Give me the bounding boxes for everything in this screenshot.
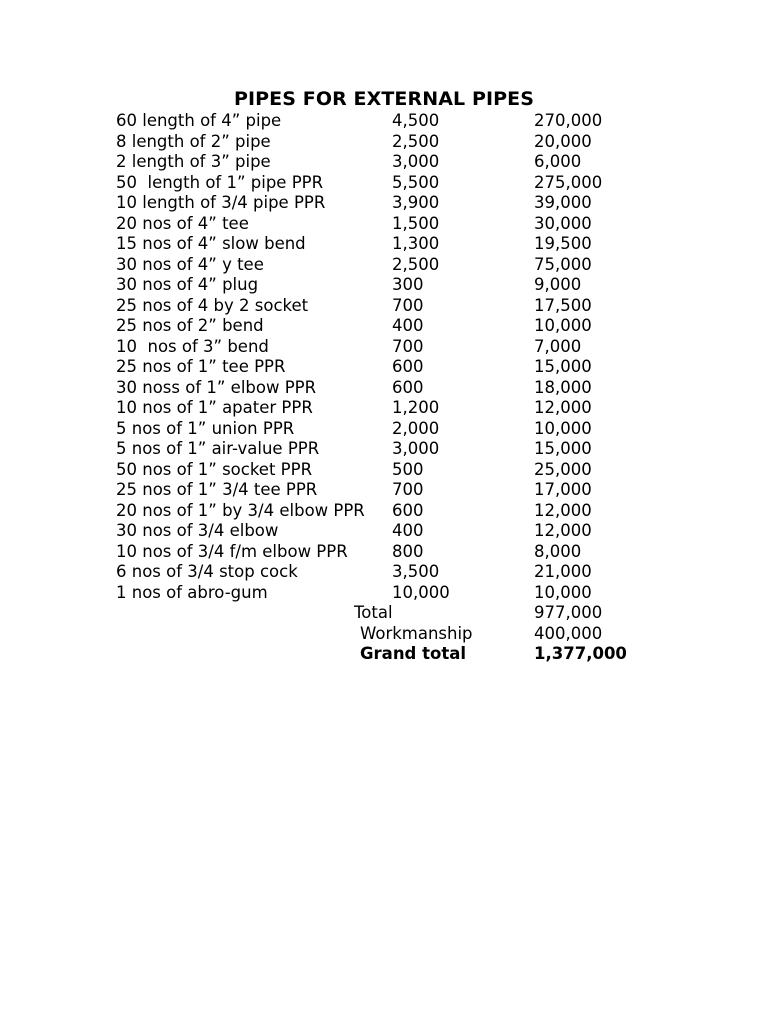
workmanship-row bbox=[0, 624, 768, 645]
item-row bbox=[0, 132, 768, 153]
item-row bbox=[0, 214, 768, 235]
item-description: 5 nos of 1” air-value PPR bbox=[116, 439, 320, 458]
item-row bbox=[0, 521, 768, 542]
item-description: 15 nos of 4” slow bend bbox=[116, 234, 306, 253]
item-rate: 600 bbox=[392, 377, 424, 397]
item-amount: 39,000 bbox=[534, 193, 592, 212]
item-rate: 4,500 bbox=[392, 111, 440, 130]
document-title: PIPES FOR EXTERNAL PIPES bbox=[233, 88, 535, 110]
item-description: 30 nos of 3/4 elbow bbox=[116, 521, 279, 540]
item-description: 10 length of 3/4 pipe PPR bbox=[116, 193, 326, 212]
item-amount: 7,000 bbox=[534, 336, 582, 356]
item-row bbox=[0, 173, 768, 194]
item-row bbox=[0, 439, 768, 460]
item-row bbox=[0, 480, 768, 501]
item-description: 5 nos of 1” union PPR bbox=[116, 418, 295, 438]
item-rate: 400 bbox=[392, 316, 424, 335]
item-rate: 1,200 bbox=[392, 398, 440, 417]
grand-total-value: 1,377,000 bbox=[534, 644, 627, 663]
item-row bbox=[0, 542, 768, 563]
item-row bbox=[0, 337, 768, 358]
item-row bbox=[0, 460, 768, 481]
item-description: 6 nos of 3/4 stop cock bbox=[116, 562, 298, 581]
item-rate: 3,000 bbox=[392, 152, 440, 171]
item-rate: 3,900 bbox=[392, 193, 440, 212]
item-row bbox=[0, 111, 768, 132]
item-amount: 275,000 bbox=[534, 172, 603, 192]
item-description: 25 nos of 1” 3/4 tee PPR bbox=[116, 480, 318, 499]
item-description: 10 nos of 3” bend bbox=[116, 336, 269, 356]
item-description: 25 nos of 4 by 2 socket bbox=[116, 295, 309, 315]
totals-block bbox=[0, 603, 768, 665]
grand-total-row bbox=[0, 644, 768, 665]
item-description: 1 nos of abro-gum bbox=[116, 582, 268, 602]
item-rate: 700 bbox=[392, 295, 424, 315]
item-row bbox=[0, 378, 768, 399]
item-row bbox=[0, 275, 768, 296]
item-amount: 15,000 bbox=[534, 439, 592, 458]
item-description: 10 nos of 3/4 f/m elbow PPR bbox=[116, 541, 348, 561]
item-description: 50 length of 1” pipe PPR bbox=[116, 172, 324, 192]
item-rate: 2,500 bbox=[392, 131, 440, 151]
item-rate: 600 bbox=[392, 500, 424, 520]
item-amount: 18,000 bbox=[534, 377, 592, 397]
item-rate: 3,000 bbox=[392, 439, 440, 458]
total-label: Total bbox=[354, 603, 393, 622]
item-rate: 5,500 bbox=[392, 172, 440, 192]
item-description: 30 noss of 1” elbow PPR bbox=[116, 377, 317, 397]
workmanship-value: 400,000 bbox=[534, 623, 603, 643]
item-description: 8 length of 2” pipe bbox=[116, 131, 271, 151]
item-amount: 19,500 bbox=[534, 234, 592, 253]
item-rate: 300 bbox=[392, 275, 424, 294]
item-row bbox=[0, 583, 768, 604]
item-description: 25 nos of 2” bend bbox=[116, 316, 264, 335]
item-description: 2 length of 3” pipe bbox=[116, 152, 271, 171]
item-row bbox=[0, 562, 768, 583]
item-rate: 1,300 bbox=[392, 234, 440, 253]
item-amount: 15,000 bbox=[534, 357, 592, 376]
item-rate: 600 bbox=[392, 357, 424, 376]
item-row bbox=[0, 357, 768, 378]
item-description: 50 nos of 1” socket PPR bbox=[116, 459, 313, 479]
item-row bbox=[0, 234, 768, 255]
item-amount: 25,000 bbox=[534, 459, 592, 479]
item-amount: 9,000 bbox=[534, 275, 582, 294]
grand-total-label: Grand total bbox=[360, 644, 467, 663]
item-rate: 2,000 bbox=[392, 418, 440, 438]
item-rate: 400 bbox=[392, 521, 424, 540]
item-amount: 10,000 bbox=[534, 418, 592, 438]
item-rate: 1,500 bbox=[392, 213, 440, 233]
item-amount: 6,000 bbox=[534, 152, 582, 171]
item-row bbox=[0, 152, 768, 173]
item-rate: 700 bbox=[392, 480, 424, 499]
item-rate: 2,500 bbox=[392, 254, 440, 274]
item-row bbox=[0, 316, 768, 337]
total-value: 977,000 bbox=[534, 603, 603, 622]
item-amount: 75,000 bbox=[534, 254, 592, 274]
items-list bbox=[0, 111, 768, 603]
item-description: 20 nos of 1” by 3/4 elbow PPR bbox=[116, 500, 365, 520]
item-description: 30 nos of 4” y tee bbox=[116, 254, 264, 274]
item-amount: 8,000 bbox=[534, 541, 582, 561]
item-row bbox=[0, 255, 768, 276]
item-description: 60 length of 4” pipe bbox=[116, 111, 282, 130]
item-amount: 10,000 bbox=[534, 582, 592, 602]
item-rate: 10,000 bbox=[392, 582, 450, 602]
item-amount: 30,000 bbox=[534, 213, 592, 233]
item-row bbox=[0, 419, 768, 440]
item-rate: 3,500 bbox=[392, 562, 440, 581]
item-rate: 700 bbox=[392, 336, 424, 356]
item-rate: 800 bbox=[392, 541, 424, 561]
item-row bbox=[0, 398, 768, 419]
item-description: 10 nos of 1” apater PPR bbox=[116, 398, 313, 417]
item-description: 30 nos of 4” plug bbox=[116, 275, 259, 294]
item-amount: 12,000 bbox=[534, 398, 592, 417]
item-amount: 17,500 bbox=[534, 295, 592, 315]
item-description: 20 nos of 4” tee bbox=[116, 213, 249, 233]
item-row bbox=[0, 296, 768, 317]
item-amount: 21,000 bbox=[534, 562, 592, 581]
item-amount: 17,000 bbox=[534, 480, 592, 499]
item-amount: 12,000 bbox=[534, 521, 592, 540]
item-row bbox=[0, 193, 768, 214]
item-amount: 270,000 bbox=[534, 111, 603, 130]
item-amount: 12,000 bbox=[534, 500, 592, 520]
item-rate: 500 bbox=[392, 459, 424, 479]
item-row bbox=[0, 501, 768, 522]
item-amount: 20,000 bbox=[534, 131, 592, 151]
workmanship-label: Workmanship bbox=[360, 623, 473, 643]
item-description: 25 nos of 1” tee PPR bbox=[116, 357, 286, 376]
total-row bbox=[0, 603, 768, 624]
item-amount: 10,000 bbox=[534, 316, 592, 335]
